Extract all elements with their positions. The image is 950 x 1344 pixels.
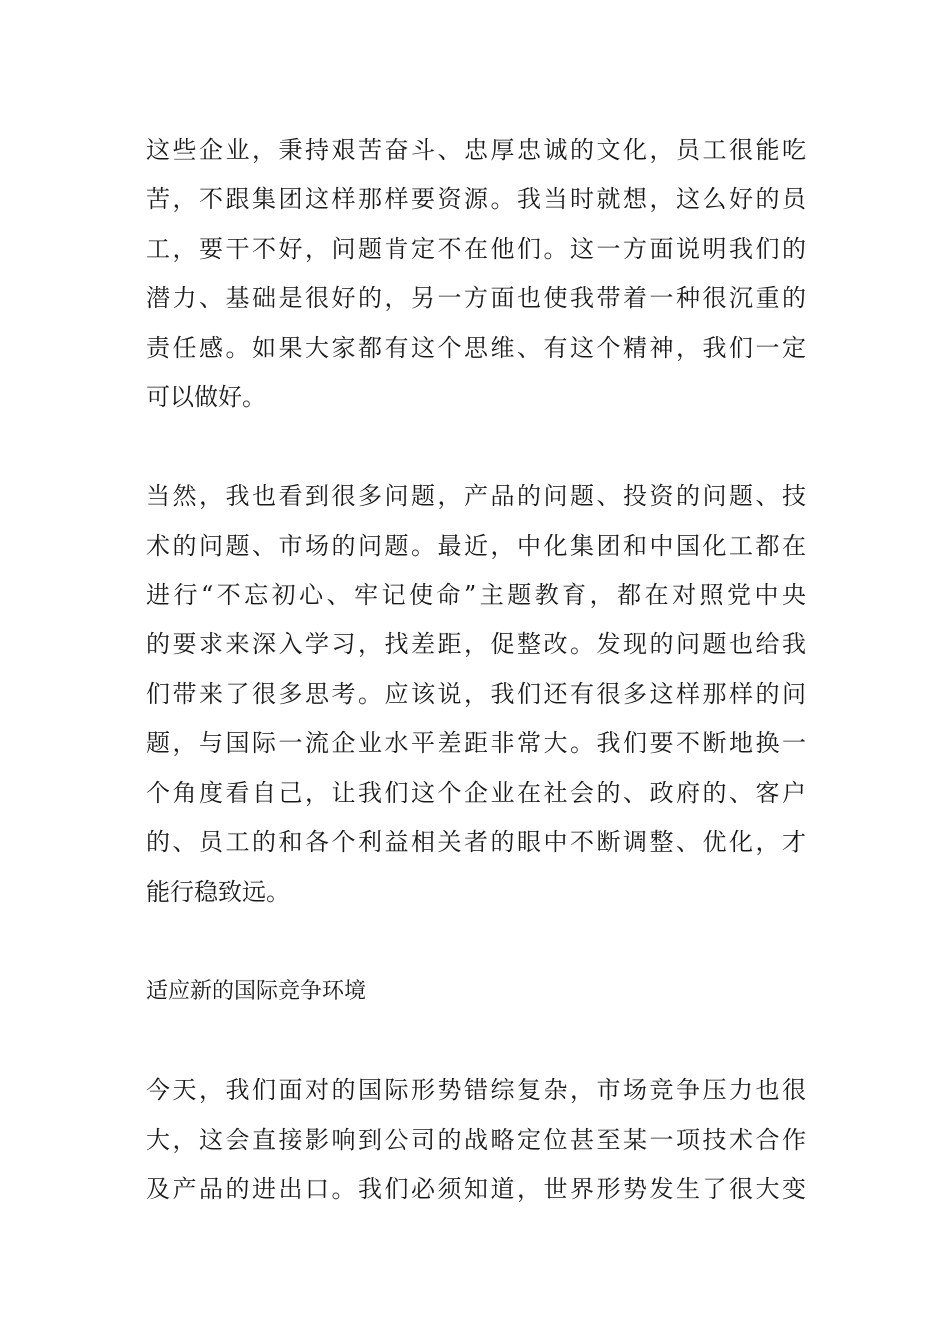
- paragraph-line: 的、员工的和各个利益相关者的眼中不断调整、优化，才: [146, 828, 806, 856]
- section-heading: 适应新的国际竞争环境: [146, 979, 367, 1004]
- paragraph-line: 们带来了很多思考。应该说，我们还有很多这样那样的问: [146, 680, 806, 708]
- paragraph-line: 进行“不忘初心、牢记使命”主题教育，都在对照党中央: [146, 581, 806, 609]
- paragraph-line: 当然，我也看到很多问题，产品的问题、投资的问题、技: [146, 482, 806, 510]
- paragraph-line: 苦，不跟集团这样那样要资源。我当时就想，这么好的员: [146, 185, 806, 213]
- paragraph-line: 及产品的进出口。我们必须知道，世界形势发生了很大变: [146, 1175, 806, 1203]
- paragraph-line: 大，这会直接影响到公司的战略定位甚至某一项技术合作: [146, 1126, 806, 1154]
- paragraph-line: 能行稳致远。: [146, 878, 290, 906]
- paragraph-line: 术的问题、市场的问题。最近，中化集团和中国化工都在: [146, 532, 806, 560]
- paragraph-line: 题，与国际一流企业水平差距非常大。我们要不断地换一: [146, 729, 806, 757]
- paragraph-line: 的要求来深入学习，找差距，促整改。发现的问题也给我: [146, 630, 806, 658]
- paragraph-line: 这些企业，秉持艰苦奋斗、忠厚忠诚的文化，员工很能吃: [146, 136, 806, 164]
- paragraph-line: 工，要干不好，问题肯定不在他们。这一方面说明我们的: [146, 235, 806, 263]
- paragraph-line: 责任感。如果大家都有这个思维、有这个精神，我们一定: [146, 334, 806, 362]
- paragraph-line: 潜力、基础是很好的，另一方面也使我带着一种很沉重的: [146, 284, 806, 312]
- paragraph-line: 今天，我们面对的国际形势错综复杂，市场竞争压力也很: [146, 1076, 806, 1104]
- paragraph-line: 可以做好。: [146, 383, 266, 411]
- paragraph-line: 个角度看自己，让我们这个企业在社会的、政府的、客户: [146, 779, 806, 807]
